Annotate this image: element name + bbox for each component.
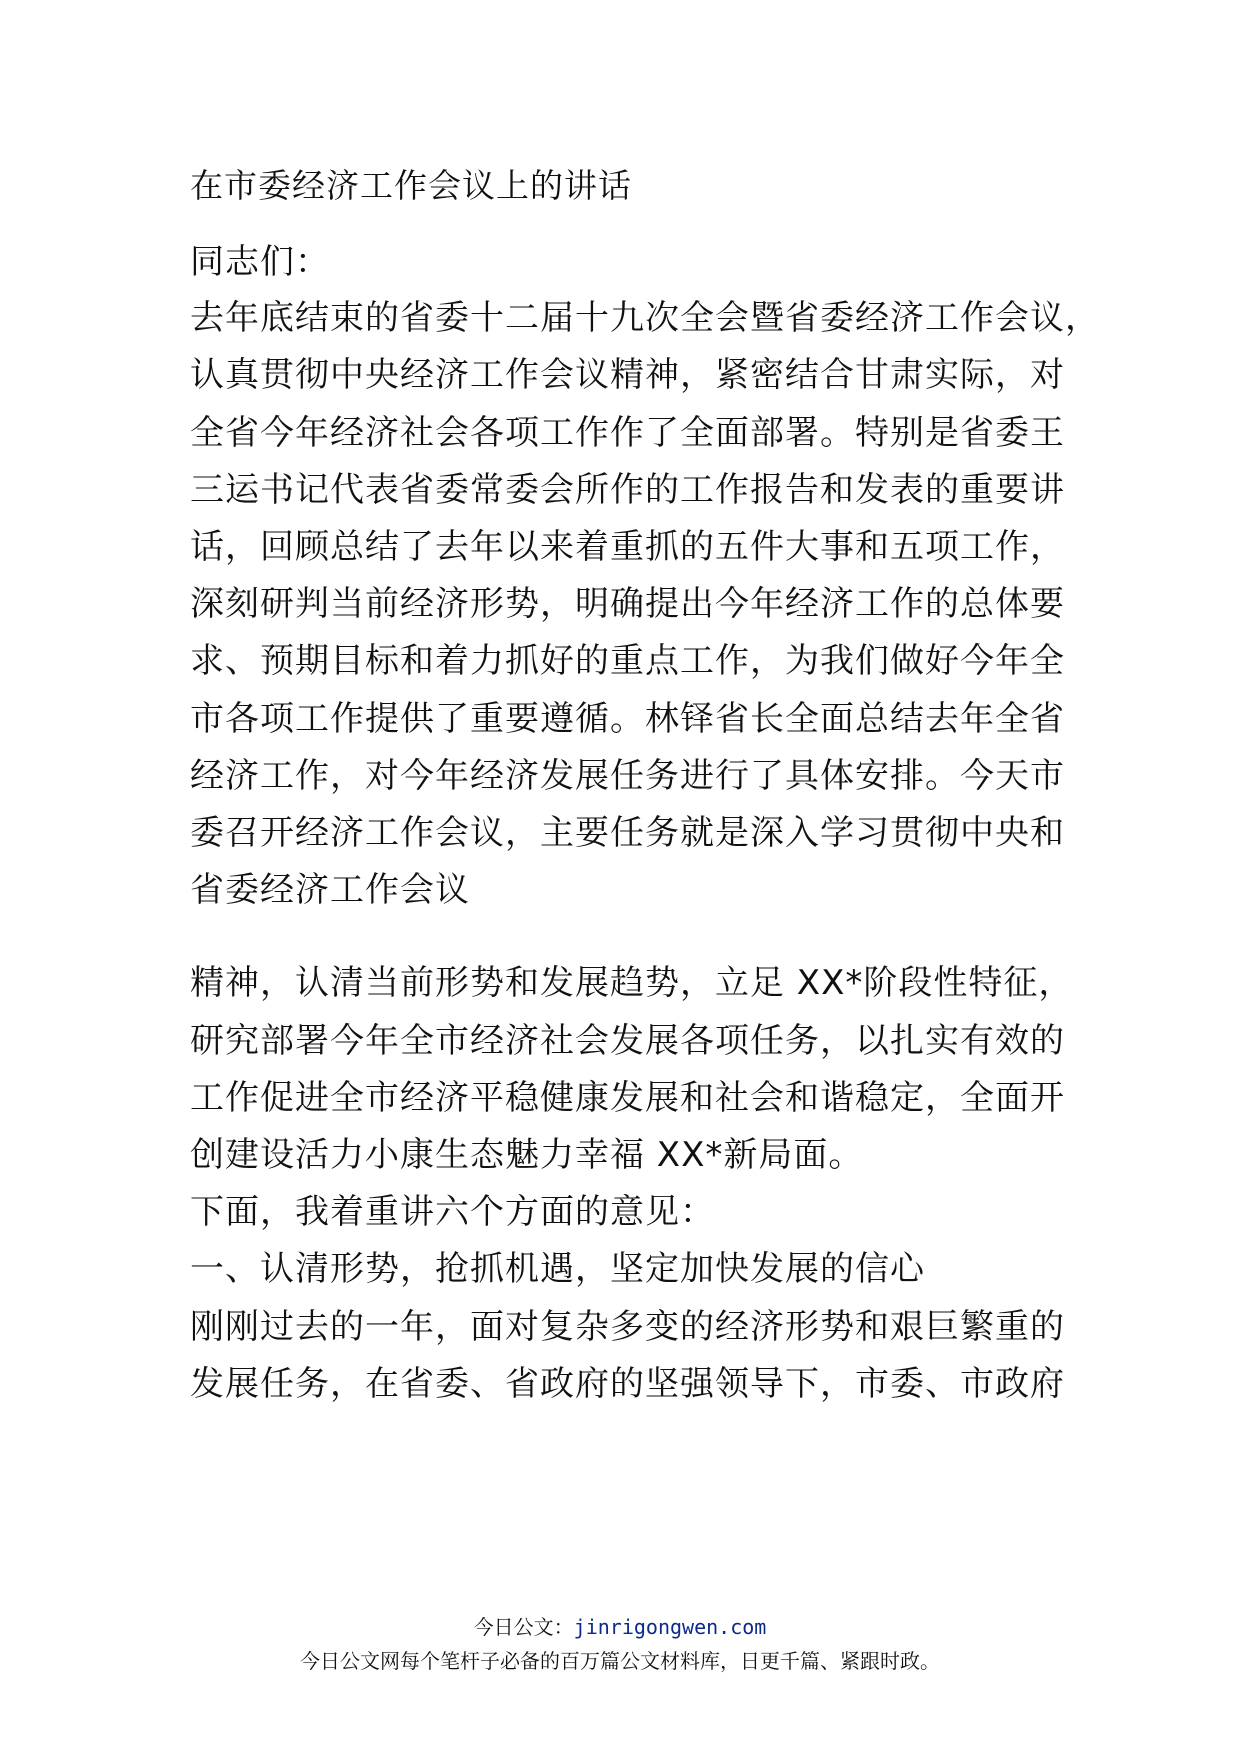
- body-line: 三运书记代表省委常委会所作的工作报告和发表的重要讲: [190, 470, 1065, 510]
- footer-site: [0, 1614, 1240, 1640]
- body-line: 市各项工作提供了重要遵循。林铎省长全面总结去年全省: [190, 699, 1065, 739]
- body-line: 研究部署今年全市经济社会发展各项任务，以扎实有效的: [190, 1021, 1065, 1061]
- body-line: 委召开经济工作会议，主要任务就是深入学习贯彻中央和: [190, 813, 1065, 853]
- body-line: 求、预期目标和着力抓好的重点工作，为我们做好今年全: [190, 641, 1065, 681]
- body-line: 全省今年经济社会各项工作作了全面部署。特别是省委王: [190, 413, 1065, 453]
- footer-slogan: 今日公文网每个笔杆子必备的百万篇公文材料库，日更千篇、紧跟时政。: [300, 1649, 940, 1673]
- salutation: 同志们：: [190, 242, 330, 282]
- footer-site-label: 今日公文：: [473, 1615, 574, 1639]
- body-line: 经济工作，对今年经济发展任务进行了具体安排。今天市: [190, 756, 1065, 796]
- footer-site-link[interactable]: jinrigongwen.com: [573, 1615, 767, 1639]
- body-line: 刚刚过去的一年，面对复杂多变的经济形势和艰巨繁重的: [190, 1307, 1065, 1347]
- body-line: 认真贯彻中央经济工作会议精神，紧密结合甘肃实际，对: [190, 355, 1065, 395]
- body-line: 精神，认清当前形势和发展趋势，立足 XX*阶段性特征，: [190, 963, 1074, 1003]
- body-line: 去年底结束的省委十二届十九次全会暨省委经济工作会议，: [190, 298, 1100, 338]
- body-line: 话，回顾总结了去年以来着重抓的五件大事和五项工作，: [190, 527, 1065, 567]
- section-heading: 一、认清形势，抢抓机遇，坚定加快发展的信心: [190, 1249, 925, 1289]
- document-title: 在市委经济工作会议上的讲话: [190, 166, 632, 205]
- body-line: 省委经济工作会议: [190, 870, 470, 910]
- body-line: 深刻研判当前经济形势，明确提出今年经济工作的总体要: [190, 584, 1065, 624]
- body-line: 工作促进全市经济平稳健康发展和社会和谐稳定，全面开: [190, 1078, 1065, 1118]
- body-line: 发展任务，在省委、省政府的坚强领导下，市委、市政府: [190, 1364, 1065, 1404]
- body-line: 下面，我着重讲六个方面的意见：: [190, 1192, 715, 1232]
- body-line: 创建设活力小康生态魅力幸福 XX*新局面。: [190, 1135, 864, 1175]
